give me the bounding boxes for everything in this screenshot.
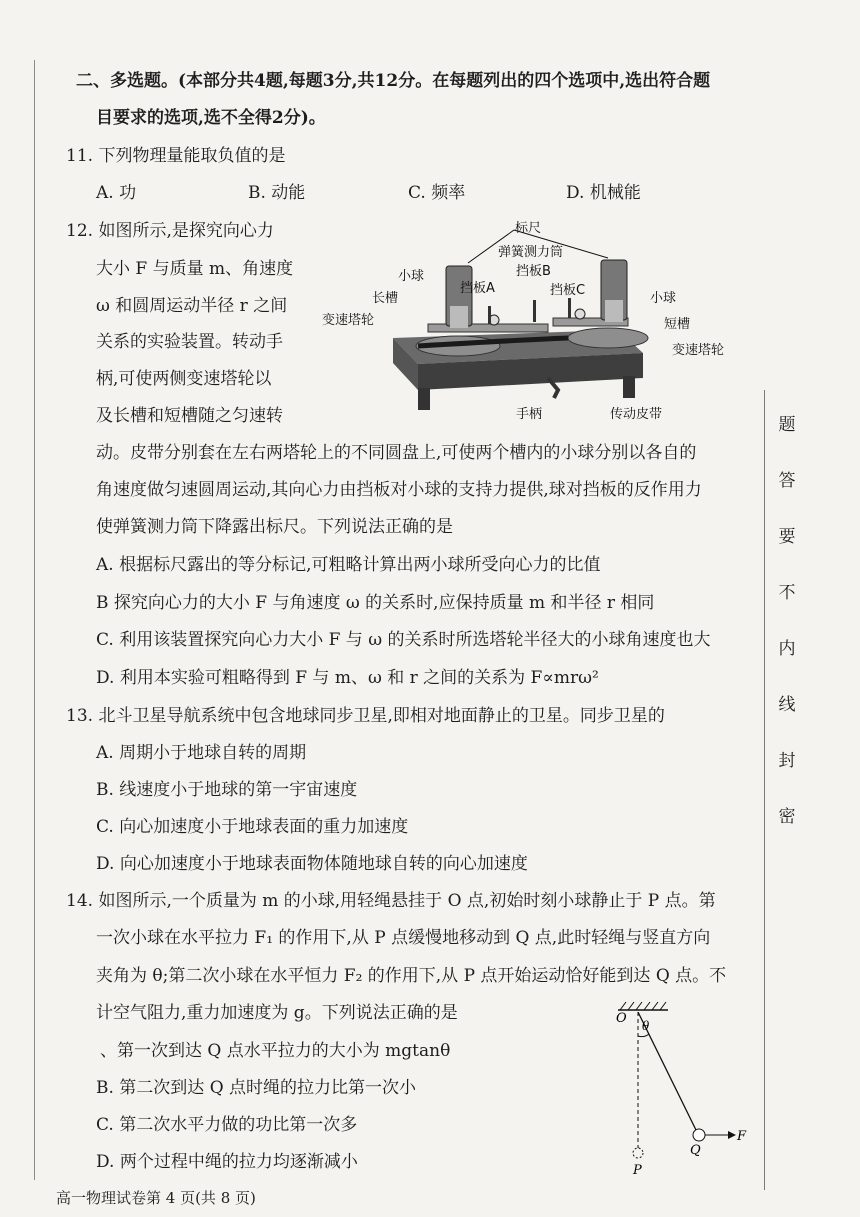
q14-stem-line3: 夹角为 θ;第二次小球在水平恒力 F₂ 的作用下,从 P 点开始运动恰好能到达 Q 点。不 — [96, 966, 727, 986]
label-o: O — [616, 1011, 627, 1026]
label-f: F — [737, 1129, 747, 1144]
label-handle: 手柄 — [516, 407, 543, 422]
q12-stem-line2: 大小 F 与质量 m、角速度 — [96, 259, 294, 279]
label-ball-left: 小球 — [398, 269, 425, 284]
label-plate-b: 挡板B — [516, 264, 551, 279]
q12-option-d[interactable]: D. 利用本实验可粗略得到 F 与 m、ω 和 r 之间的关系为 F∝mrω² — [96, 668, 599, 688]
centripetal-apparatus-figure — [318, 218, 758, 433]
label-plate-c: 挡板C — [550, 283, 586, 298]
q14-option-a[interactable]: 、第一次到达 Q 点水平拉力的大小为 mgtanθ — [100, 1041, 451, 1061]
binding-rule — [764, 390, 765, 1190]
q12-stem-line1: 12. 如图所示,是探究向心力 — [66, 221, 274, 241]
seal-char: 内 — [778, 639, 796, 659]
q14-stem-line1: 14. 如图所示,一个质量为 m 的小球,用轻绳悬挂于 O 点,初始时刻小球静止于 P 点。第 — [66, 891, 716, 911]
page-footer: 高一物理试卷第 4 页(共 8 页) — [56, 1189, 256, 1207]
label-ball-right: 小球 — [650, 291, 677, 306]
q14-stem-line2: 一次小球在水平拉力 F₁ 的作用下,从 P 点缓慢地移动到 Q 点,此时轻绳与竖直方向 — [96, 928, 711, 948]
q14-option-c[interactable]: C. 第二次水平力做的功比第一次多 — [96, 1115, 358, 1135]
label-belt: 传动皮带 — [610, 407, 663, 422]
seal-char: 答 — [778, 471, 796, 491]
q12-stem-line9: 使弹簧测力筒下降露出标尺。下列说法正确的是 — [96, 517, 453, 537]
label-long-slot: 长槽 — [372, 291, 399, 306]
label-q: Q — [690, 1143, 701, 1158]
seal-char: 要 — [778, 527, 796, 547]
seal-char: 封 — [778, 751, 796, 771]
label-p: P — [633, 1163, 642, 1178]
label-theta: θ — [642, 1019, 650, 1033]
label-gear-left: 变速塔轮 — [322, 313, 375, 328]
label-ruler: 标尺 — [515, 221, 542, 236]
section-title-line1: 二、多选题。(本部分共4题,每题3分,共12分。在每题列出的四个选项中,选出符合题 — [76, 71, 711, 91]
seal-char: 密 — [778, 807, 796, 827]
q14-option-b[interactable]: B. 第二次到达 Q 点时绳的拉力比第一次小 — [96, 1078, 417, 1098]
q11-stem: 11. 下列物理量能取负值的是 — [66, 146, 286, 166]
q12-stem-line8: 角速度做匀速圆周运动,其向心力由挡板对小球的支持力提供,球对挡板的反作用力 — [96, 480, 702, 500]
label-gear-right: 变速塔轮 — [672, 343, 725, 358]
q14-stem-line4: 计空气阻力,重力加速度为 g。下列说法正确的是 — [96, 1003, 458, 1023]
q12-stem-line6: 及长槽和短槽随之匀速转 — [96, 406, 283, 426]
q12-stem-line4: 关系的实验装置。转动手 — [96, 332, 283, 352]
q12-option-a[interactable]: A. 根据标尺露出的等分标记,可粗略计算出两小球所受向心力的比值 — [96, 555, 601, 575]
point-p-ball — [633, 1148, 643, 1158]
q14-option-d[interactable]: D. 两个过程中绳的拉力均逐渐减小 — [96, 1152, 358, 1172]
q13-option-d[interactable]: D. 向心加速度小于地球表面物体随地球自转的向心加速度 — [96, 854, 528, 874]
label-short-slot: 短槽 — [664, 317, 691, 332]
seal-char: 题 — [778, 415, 796, 435]
q13-option-c[interactable]: C. 向心加速度小于地球表面的重力加速度 — [96, 817, 409, 837]
label-spring: 弹簧测力筒 — [498, 245, 564, 260]
seal-text — [775, 410, 799, 858]
q13-option-a[interactable]: A. 周期小于地球自转的周期 — [96, 743, 307, 763]
q11-option-d[interactable]: D. 机械能 — [566, 183, 641, 203]
label-plate-a: 挡板A — [460, 281, 495, 296]
ceiling-hatch — [620, 1002, 666, 1010]
point-q-ball — [693, 1129, 705, 1141]
figure-labels — [322, 220, 724, 422]
q11-option-b[interactable]: B. 动能 — [248, 183, 306, 203]
q12-stem-line7: 动。皮带分别套在左右两塔轮上的不同圆盘上,可使两个槽内的小球分别以各自的 — [96, 443, 697, 463]
q13-stem: 13. 北斗卫星导航系统中包含地球同步卫星,即相对地面静止的卫星。同步卫星的 — [66, 706, 665, 726]
pendulum-figure — [600, 1000, 750, 1178]
section-title-line2: 目要求的选项,选不全得2分)。 — [96, 108, 326, 128]
q12-stem-line3: ω 和圆周运动半径 r 之间 — [96, 296, 288, 316]
force-arrow-head — [728, 1131, 736, 1139]
q11-option-c[interactable]: C. 频率 — [408, 183, 466, 203]
q12-option-c[interactable]: C. 利用该装置探究向心力大小 F 与 ω 的关系时所选塔轮半径大的小球角速度也大 — [96, 630, 711, 650]
q12-stem-line5: 柄,可使两侧变速塔轮以 — [96, 369, 272, 389]
q13-option-b[interactable]: B. 线速度小于地球的第一宇宙速度 — [96, 780, 358, 800]
seal-char: 不 — [778, 583, 796, 603]
theta-arc — [638, 1034, 649, 1037]
q12-option-b[interactable]: B 探究向心力的大小 F 与角速度 ω 的关系时,应保持质量 m 和半径 r 相同 — [96, 593, 655, 613]
left-margin-rule — [34, 60, 35, 1180]
seal-char: 线 — [778, 695, 796, 715]
q11-option-a[interactable]: A. 功 — [96, 183, 137, 203]
